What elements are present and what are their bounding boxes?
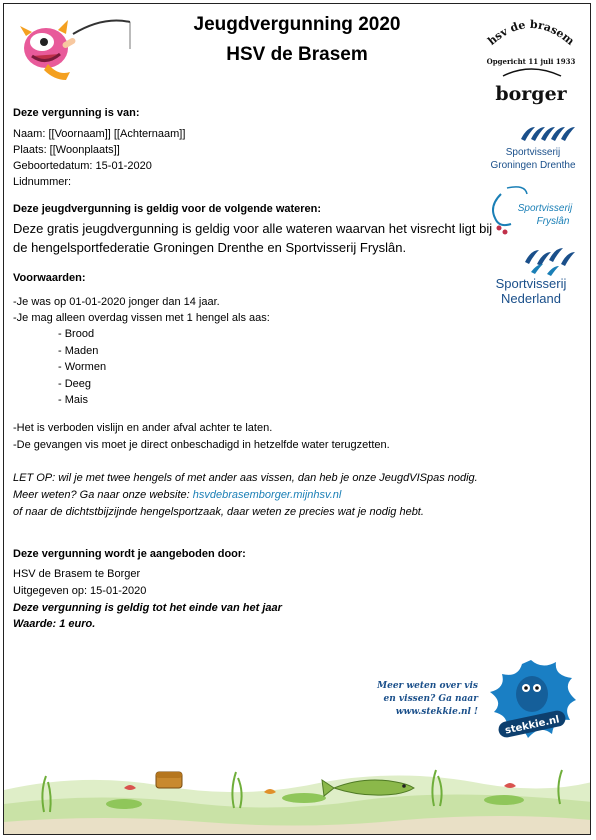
stekkie-promo-line-1: Meer weten over vis xyxy=(377,681,478,691)
hsv-de-brasem-logo xyxy=(481,14,581,109)
holder-place: Plaats: [[Woonplaats]] xyxy=(13,144,120,156)
conditions-heading: Voorwaarden: xyxy=(13,272,86,284)
note-line-2 xyxy=(13,487,341,503)
stekkie-promo-line-2: en vissen? Ga naar xyxy=(383,694,478,704)
issuer-heading: Deze vergunning wordt je aangeboden door: xyxy=(13,548,246,560)
issued-date: Uitgegeven op: 15-01-2020 xyxy=(13,585,147,597)
bait-item: - Mais xyxy=(58,394,88,407)
waters-heading: Deze jeugdvergunning is geldig voor de volgende wateren: xyxy=(13,203,322,215)
waters-line-2: de hengelsportfederatie Groningen Drenthe en Sportvisserij Fryslân. xyxy=(13,240,407,255)
validity-text: Deze vergunning is geldig tot het einde van het jaar xyxy=(13,602,282,614)
holder-name: Naam: [[Voornaam]] [[Achternaam]] xyxy=(13,128,186,140)
permit-page xyxy=(3,3,591,835)
svg-text:borger: borger xyxy=(495,83,567,105)
bait-item: - Deeg xyxy=(58,377,92,390)
condition-rod: -Je mag alleen overdag vissen met 1 hengel als aas: xyxy=(13,312,270,324)
issuer-org: HSV de Brasem te Borger xyxy=(13,568,141,580)
svg-text:hsv de brasem: hsv de brasem xyxy=(485,17,577,48)
stekkie-promo-text xyxy=(356,680,478,719)
condition-age: -Je was op 01-01-2020 jonger dan 14 jaar. xyxy=(13,296,220,308)
stekkie-splash-logo[interactable] xyxy=(476,654,586,746)
svg-text:Sportvisserij: Sportvisserij xyxy=(495,276,567,291)
svg-text:Groningen Drenthe: Groningen Drenthe xyxy=(490,160,576,171)
condition-release: -De gevangen vis moet je direct onbeschadigd in hetzelfde water terugzetten. xyxy=(13,439,390,451)
holder-birthdate: Geboortedatum: 15-01-2020 xyxy=(13,160,152,172)
sportvisserij-nederland-logo xyxy=(481,246,581,308)
svg-text:Nederland: Nederland xyxy=(501,291,561,306)
note-line-3: of naar de dichtstbijzijnde hengelsportzaak, daar weten ze precies wat je nodig hebt. xyxy=(13,506,424,518)
note-line-2-prefix: Meer weten? Ga naar onze website: xyxy=(13,489,193,501)
bait-item: - Maden xyxy=(58,344,99,357)
svg-text:Sportvisserij: Sportvisserij xyxy=(517,203,573,214)
underwater-scene-illustration xyxy=(4,742,591,835)
holder-member-number: Lidnummer: xyxy=(13,176,72,188)
stekkie-promo-line-3: www.stekkie.nl ! xyxy=(395,707,478,717)
waters-line-1: Deze gratis jeugdvergunning is geldig voor alle wateren waarvan het visrecht ligt bij xyxy=(13,221,493,236)
bait-item: - Wormen xyxy=(58,361,107,374)
sportvisserij-groningen-drenthe-logo xyxy=(481,119,581,174)
svg-text:Sportvisserij: Sportvisserij xyxy=(505,147,561,158)
condition-litter: -Het is verboden vislijn en ander afval achter te laten. xyxy=(13,422,273,434)
club-website-link[interactable]: hsvdebrasemborger.mijnhsv.nl xyxy=(192,489,342,501)
bait-list xyxy=(58,326,106,409)
club-title: HSV de Brasem xyxy=(226,44,368,65)
svg-text:stekkie.nl: stekkie.nl xyxy=(504,714,561,737)
bait-item: - Brood xyxy=(58,328,95,340)
note-line-1: LET OP: wil je met twee hengels of met ander aas vissen, dan heb je onze JeugdVISpas nodig. xyxy=(13,472,478,484)
holder-heading: Deze vergunning is van: xyxy=(13,107,140,119)
value-text: Waarde: 1 euro. xyxy=(13,618,96,630)
svg-text:Fryslân: Fryslân xyxy=(536,216,570,227)
permit-title: Jeugdvergunning 2020 xyxy=(193,14,401,35)
svg-text:Opgericht 11 juli 1933: Opgericht 11 juli 1933 xyxy=(486,57,576,66)
sportvisserij-fryslan-logo xyxy=(481,184,581,239)
